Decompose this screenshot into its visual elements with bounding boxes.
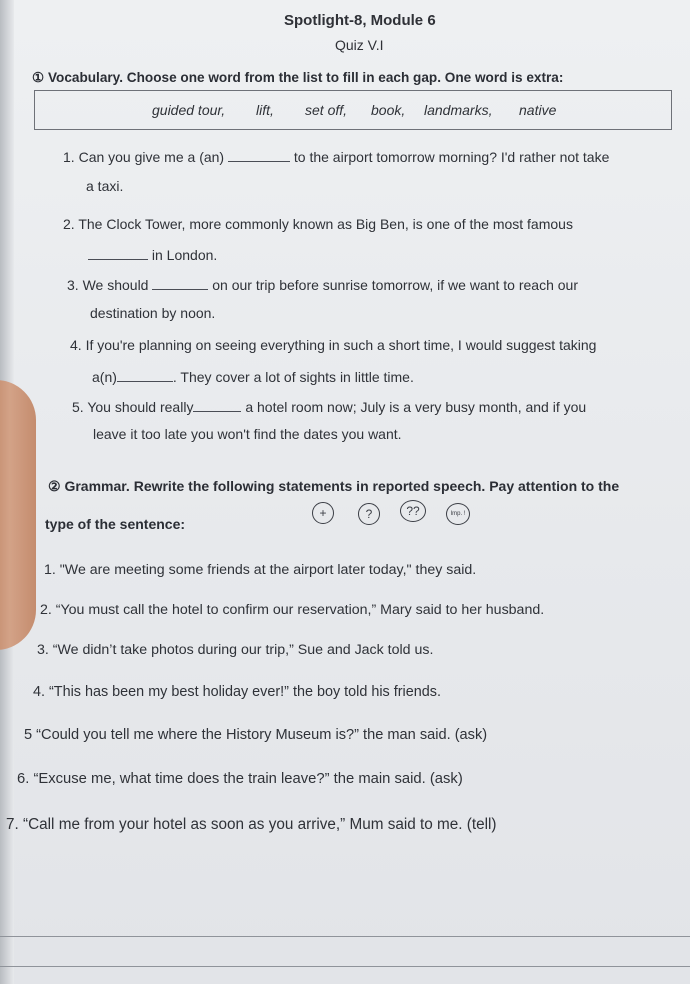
answer-blank[interactable] [152, 275, 208, 290]
imperative-icon: Imp. ! [446, 503, 470, 525]
word-bank-item: set off, [305, 102, 348, 118]
grammar-item-4: 4. “This has been my best holiday ever!” the boy told his friends. [33, 684, 441, 700]
vocab-item-5 [72, 397, 586, 415]
item-text: a(n) [92, 369, 117, 385]
answer-blank[interactable] [117, 367, 173, 382]
item-text: in London. [151, 247, 218, 263]
question-icon: ? [358, 503, 380, 525]
vocab-item-3-cont: destination by noon. [90, 305, 216, 321]
vocab-item-1 [63, 147, 609, 165]
word-bank-item: landmarks, [424, 102, 493, 118]
answer-blank[interactable] [228, 147, 290, 162]
item-text: Can you give me a (an) [78, 149, 225, 165]
vocabulary-heading: ① Vocabulary. Choose one word from the list to fill in each gap. One word is extra: [32, 70, 564, 85]
item-text: a hotel room now; July is a very busy month, and if you [245, 399, 587, 415]
item-number: 4. [70, 337, 82, 353]
vocab-item-4-cont [92, 367, 414, 385]
grammar-item-3: 3. “We didn’t take photos during our trip,” Sue and Jack told us. [37, 642, 434, 658]
item-text: You should really [87, 399, 194, 415]
answer-line[interactable] [0, 966, 690, 967]
item-text: . They cover a lot of sights in little time. [172, 369, 414, 385]
word-bank-item: book, [371, 102, 406, 118]
word-bank-item: lift, [256, 102, 274, 118]
word-bank-item: native [519, 102, 557, 118]
grammar-item-2: 2. “You must call the hotel to confirm our reservation,” Mary said to her husband. [40, 602, 545, 618]
item-number: 3. [67, 277, 79, 293]
quiz-label: Quiz V.I [335, 37, 384, 53]
item-text: If you're planning on seeing everything in such a short time, I would suggest taking [85, 337, 597, 353]
grammar-item-1: 1. "We are meeting some friends at the airport later today," they said. [44, 562, 477, 578]
vocab-item-4 [70, 337, 596, 353]
grammar-item-6: 6. “Excuse me, what time does the train leave?” the main said. (ask) [17, 771, 463, 787]
holding-thumb [0, 380, 36, 650]
answer-blank[interactable] [88, 245, 148, 260]
answer-line[interactable] [0, 936, 690, 937]
answer-blank[interactable] [193, 397, 241, 412]
grammar-item-5: 5 “Could you tell me where the History Museum is?” the man said. (ask) [24, 727, 488, 743]
vocab-item-2 [63, 216, 573, 232]
item-text: The Clock Tower, more commonly known as Big Ben, is one of the most famous [78, 216, 573, 232]
worksheet-title: Spotlight-8, Module 6 [284, 12, 436, 29]
indirect-question-icon: ?? [400, 500, 426, 522]
item-number: 5. [72, 399, 84, 415]
item-number: 2. [63, 216, 75, 232]
vocab-item-3 [67, 275, 578, 293]
grammar-heading: ② Grammar. Rewrite the following statements in reported speech. Pay attention to the [48, 478, 620, 494]
item-number: 1. [63, 149, 75, 165]
item-text: to the airport tomorrow morning? I'd rather not take [293, 149, 610, 165]
word-bank-item: guided tour, [152, 102, 226, 118]
grammar-item-7: 7. “Call me from your hotel as soon as you arrive,” Mum said to me. (tell) [6, 816, 497, 833]
vocab-item-5-cont: leave it too late you won't find the dates you want. [93, 426, 402, 442]
vocab-item-2-cont [88, 245, 217, 263]
word-bank-box [34, 90, 672, 130]
item-text: We should [82, 277, 149, 293]
vocab-item-1-cont: a taxi. [86, 178, 124, 194]
grammar-heading-cont: type of the sentence: [45, 516, 186, 532]
positive-sentence-icon: + [312, 502, 334, 524]
item-text: on our trip before sunrise tomorrow, if we want to reach our [212, 277, 578, 293]
